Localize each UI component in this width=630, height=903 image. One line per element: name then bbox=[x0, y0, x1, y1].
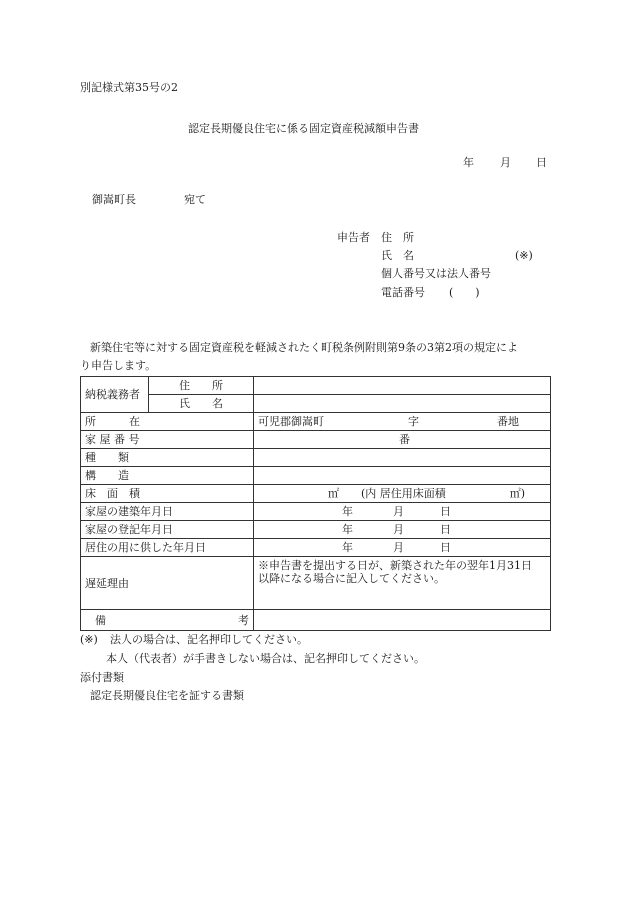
location-row bbox=[81, 413, 551, 431]
declarant-label: 申告者 bbox=[337, 231, 370, 244]
residence-date-field[interactable] bbox=[254, 539, 551, 557]
remarks-row bbox=[81, 610, 551, 631]
floor-area-field[interactable] bbox=[254, 485, 551, 503]
house-number-row bbox=[81, 431, 551, 449]
structure-row bbox=[81, 467, 551, 485]
addressee-suffix: 宛て bbox=[184, 193, 206, 206]
taxpayer-label: 納税義務者 bbox=[81, 377, 149, 413]
remarks-label-right: 考 bbox=[238, 613, 249, 627]
residence-month: 月 bbox=[393, 541, 404, 554]
declarant-address-label: 住 所 bbox=[381, 231, 414, 244]
taxpayer-address-label: 住 所 bbox=[149, 377, 254, 395]
delay-reason-label: 遅延理由 bbox=[81, 557, 254, 610]
delay-note-line-2: 以降になる場合に記入してください。 bbox=[258, 572, 445, 585]
location-aza: 字 bbox=[408, 415, 419, 428]
taxpayer-name-label: 氏 名 bbox=[149, 395, 254, 413]
intro-line-2: り申告します。 bbox=[80, 359, 157, 372]
delay-reason-field[interactable] bbox=[254, 557, 551, 610]
registered-date-row bbox=[81, 521, 551, 539]
taxpayer-name-row bbox=[81, 395, 551, 413]
location-banchi: 番地 bbox=[497, 415, 519, 428]
structure-field[interactable] bbox=[254, 467, 551, 485]
declarant-name-mark: (※) bbox=[515, 249, 533, 262]
registered-month: 月 bbox=[393, 523, 404, 536]
location-label: 所 在 bbox=[81, 413, 254, 431]
location-town: 可児郡御嵩町 bbox=[258, 415, 324, 428]
residence-day: 日 bbox=[440, 541, 451, 554]
form-number: 別記様式第35号の2 bbox=[80, 81, 178, 94]
declarant-number-label: 個人番号又は法人番号 bbox=[381, 267, 491, 280]
house-number-ban: 番 bbox=[399, 433, 410, 446]
type-label: 種 類 bbox=[81, 449, 254, 467]
page-title: 認定長期優良住宅に係る固定資産税減額申告書 bbox=[188, 122, 419, 135]
declarant-name-label: 氏 名 bbox=[381, 249, 414, 262]
date-month: 月 bbox=[500, 156, 511, 169]
delay-note-line-1: ※申告書を提出する日が、新築された年の翌年1月31日 bbox=[258, 559, 532, 572]
type-field[interactable] bbox=[254, 449, 551, 467]
built-year: 年 bbox=[342, 505, 353, 518]
residence-date-label: 居住の用に供した年月日 bbox=[81, 539, 254, 557]
declarant-phone-label: 電話番号 bbox=[381, 286, 425, 299]
attachments-label: 添付書類 bbox=[80, 671, 124, 684]
date-day: 日 bbox=[536, 156, 547, 169]
declarant-phone-paren: ( ) bbox=[449, 286, 480, 299]
addressee-name: 御嵩町長 bbox=[92, 193, 136, 206]
location-field[interactable] bbox=[254, 413, 551, 431]
type-row bbox=[81, 449, 551, 467]
registered-date-label: 家屋の登記年月日 bbox=[81, 521, 254, 539]
date-year: 年 bbox=[463, 156, 474, 169]
attachments-item: 認定長期優良住宅を証する書類 bbox=[90, 689, 244, 702]
floor-area-row bbox=[81, 485, 551, 503]
registered-year: 年 bbox=[342, 523, 353, 536]
residence-date-row bbox=[81, 539, 551, 557]
delay-reason-row bbox=[81, 557, 551, 610]
declaration-table bbox=[80, 376, 551, 631]
built-date-label: 家屋の建築年月日 bbox=[81, 503, 254, 521]
remarks-label-left: 備 bbox=[95, 613, 106, 627]
house-number-field[interactable] bbox=[254, 431, 551, 449]
taxpayer-address-row bbox=[81, 377, 551, 395]
built-date-field[interactable] bbox=[254, 503, 551, 521]
built-month: 月 bbox=[393, 505, 404, 518]
residential-area-label: (内 居住用床面積 bbox=[361, 487, 446, 500]
house-number-label: 家 屋 番 号 bbox=[81, 431, 254, 449]
note-mark: (※) bbox=[80, 633, 98, 646]
registered-date-field[interactable] bbox=[254, 521, 551, 539]
remarks-label bbox=[81, 610, 254, 631]
residential-area-sqm: ㎡) bbox=[509, 487, 526, 500]
note-line-1: 法人の場合は、記名押印してください。 bbox=[110, 633, 308, 646]
built-date-row bbox=[81, 503, 551, 521]
residence-year: 年 bbox=[342, 541, 353, 554]
floor-area-sqm: ㎡ bbox=[328, 487, 339, 500]
intro-line-1: 新築住宅等に対する固定資産税を軽減されたく町税条例附則第9条の3第2項の規定によ bbox=[90, 341, 518, 354]
registered-day: 日 bbox=[440, 523, 451, 536]
structure-label: 構 造 bbox=[81, 467, 254, 485]
remarks-field[interactable] bbox=[254, 610, 551, 631]
built-day: 日 bbox=[440, 505, 451, 518]
taxpayer-address-field[interactable] bbox=[254, 377, 551, 395]
taxpayer-name-field[interactable] bbox=[254, 395, 551, 413]
note-line-2: 本人（代表者）が手書きしない場合は、記名押印してください。 bbox=[106, 652, 425, 665]
floor-area-label: 床 面 積 bbox=[81, 485, 254, 503]
